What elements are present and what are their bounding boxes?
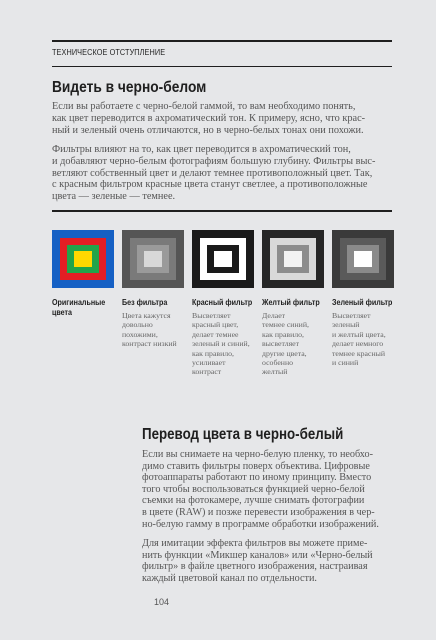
text-line: нить функции «Микшер каналов» или «Черно-белый — [142, 549, 373, 561]
description-yellow-filter — [262, 311, 328, 377]
text-line: фильтр» в файле цветного изображения, настраивая — [142, 561, 368, 573]
description-line: зеленый — [332, 320, 360, 330]
section2-title: Перевод цвета в черно-белый — [142, 426, 344, 443]
description-line: Цвета кажутся — [122, 311, 171, 320]
description-line: Высветляет — [332, 311, 371, 320]
description-line: темнее красный — [332, 348, 386, 358]
text-line: ный и зеленый очень отличаются, но в черно-белых тонах они похожи. — [52, 124, 364, 136]
description-line: как правило, — [262, 329, 304, 339]
caption-original — [52, 297, 109, 317]
header-rule — [52, 66, 392, 67]
caption-green-filter — [332, 297, 393, 307]
text-line: Если вы снимаете на черно-белую пленку, то необхо- — [142, 449, 373, 460]
description-line: и синий — [332, 358, 359, 368]
text-line: но-белую гамму в программе обработки изображений. — [142, 518, 379, 530]
section1-paragraph-1 — [52, 101, 397, 136]
top-rule — [52, 40, 392, 42]
swatch-yellow-filter — [262, 230, 324, 288]
description-line: усиливает — [192, 358, 226, 368]
description-line: зеленый и синий, — [192, 339, 250, 349]
description-line: и желтый цвета, — [332, 329, 386, 339]
caption-line: цвета — [52, 307, 73, 317]
text-line: цвета — зеленые — темнее. — [52, 191, 176, 203]
text-line: ветляют собственный цвет и делают темнее противоположный цвет. Так, — [52, 167, 373, 179]
description-red-filter — [192, 311, 258, 377]
description-line: темнее синий, — [262, 320, 309, 330]
swatch-center — [354, 251, 372, 267]
text-line: как цвет переводится в ахроматический тон. К примеру, ясно, что крас- — [52, 112, 366, 124]
description-line: делает немного — [332, 339, 384, 349]
text-line: фотоаппараты работают по иному принципу. Вместо — [142, 472, 372, 484]
description-line: особенно — [262, 358, 294, 368]
swatch-red-filter — [192, 230, 254, 288]
description-line: как правило, — [192, 348, 234, 358]
caption-line: Без фильтра — [122, 297, 168, 307]
text-line: Если вы работаете с черно-белой гаммой, то вам необходимо понять, — [52, 101, 356, 112]
text-line: каждый цветовой канал по отдельности. — [142, 572, 317, 584]
section-divider — [52, 210, 392, 212]
description-green-filter — [332, 311, 398, 367]
text-line: димо ставить фильтры поверх объектива. Цифровые — [142, 460, 370, 472]
text-line: Для имитации эффекта фильтров вы можете приме- — [142, 538, 368, 549]
section2-paragraph-1 — [142, 449, 402, 530]
description-line: контраст — [192, 367, 222, 377]
description-line: Делает — [262, 311, 286, 320]
caption-yellow-filter — [262, 297, 319, 307]
section1-title: Видеть в черно-белом — [52, 79, 207, 96]
caption-line: Зеленый фильтр — [332, 297, 393, 307]
page-number: 104 — [154, 597, 170, 607]
caption-line: Красный фильтр — [192, 297, 253, 307]
text-line: Фильтры влияют на то, как цвет переводится в ахроматический тон, — [52, 144, 351, 155]
description-line: красный цвет, — [192, 320, 239, 330]
swatch-center — [284, 251, 302, 267]
description-no-filter — [122, 311, 188, 349]
caption-red-filter — [192, 297, 253, 307]
text-line: и добавляют черно-белым фотографиям большую глубину. Фильтры выс- — [52, 155, 376, 167]
swatch-center — [74, 251, 92, 267]
section-header: ТЕХНИЧЕСКОЕ ОТСТУПЛЕНИЕ — [52, 47, 166, 57]
section2-paragraph-2 — [142, 538, 402, 584]
text-line: того чтобы воспользоваться функцией черно-белой — [142, 483, 365, 495]
caption-line: Оригинальные — [52, 297, 106, 307]
swatch-no-filter — [122, 230, 184, 288]
description-line: делает темнее — [192, 329, 239, 339]
text-line: с красным фильтром красные цвета станут светлее, а противоположные — [52, 179, 368, 191]
description-line: контраст низкий — [122, 339, 177, 349]
section1-paragraph-2 — [52, 144, 397, 203]
swatch-original-colors — [52, 230, 114, 288]
swatch-center — [144, 251, 162, 267]
description-line: высветляет — [262, 339, 300, 349]
caption-no-filter — [122, 297, 179, 307]
swatch-center — [214, 251, 232, 267]
caption-line: Желтый фильтр — [262, 297, 320, 307]
description-line: довольно — [122, 320, 153, 330]
description-line: другие цвета, — [262, 348, 307, 358]
text-line: съемки на фотокамере, лучше снимать фотографии — [142, 495, 365, 507]
description-line: похожими, — [122, 329, 158, 339]
text-line: в цвете (RAW) и позже перевести изображения в чер- — [142, 506, 375, 518]
description-line: Высветляет — [192, 311, 231, 320]
swatch-green-filter — [332, 230, 394, 288]
description-line: желтый — [262, 367, 288, 377]
